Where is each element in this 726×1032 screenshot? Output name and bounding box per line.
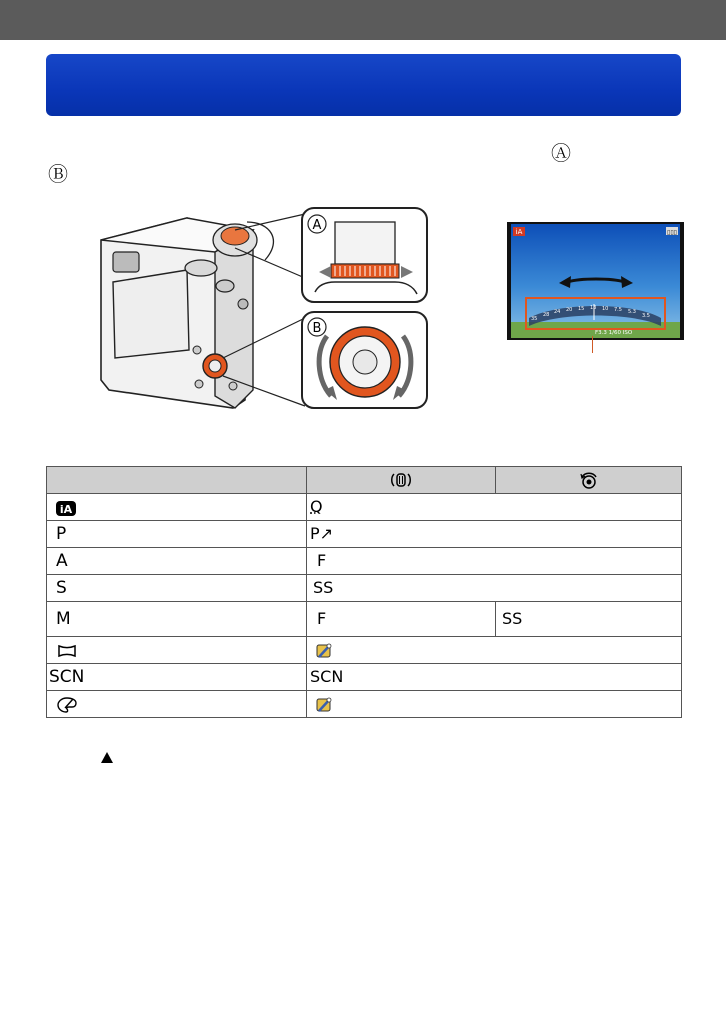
title-banner: [46, 54, 681, 116]
table-row: [47, 548, 682, 575]
mode-cell-m: [47, 602, 307, 637]
aperture-mode-icon: A: [56, 551, 68, 571]
scale-num-4: 15: [578, 306, 585, 312]
aperture-value-icon: F: [317, 609, 327, 628]
setting-cell-manual-aperture: [307, 602, 496, 637]
scale-num-9: 3.5: [642, 313, 650, 319]
callout-a-label: A: [312, 218, 322, 233]
panorama-icon: [57, 643, 77, 659]
program-shift-icon: P↗: [310, 524, 334, 543]
scale-num-3: 20: [566, 307, 573, 313]
mode-control-table: [46, 466, 682, 718]
filter-effect-icon: [315, 642, 333, 660]
up-triangle-icon: [101, 752, 113, 763]
setting-cell-program-shift: [307, 521, 682, 548]
mode-cell-p: [47, 521, 307, 548]
mode-badge: iA: [515, 228, 523, 236]
table-row: [47, 637, 682, 664]
mode-cell-s: [47, 575, 307, 602]
setting-cell-scene: [307, 664, 682, 691]
scale-num-1: 28: [543, 312, 550, 318]
mode-cell-creative: [47, 691, 307, 718]
marker-a: Ⓐ: [551, 141, 571, 165]
aperture-value-icon: F: [317, 551, 327, 570]
setting-cell-aperture: [307, 548, 682, 575]
callout-b-label: B: [312, 321, 322, 336]
scene-mode-icon: SCN: [49, 667, 85, 687]
shutter-speed-icon: SS: [313, 578, 334, 597]
header-mode-cell: [47, 467, 307, 494]
table-header-row: [47, 467, 682, 494]
setting-cell-zoom: [307, 494, 682, 521]
scale-num-0: 35: [531, 316, 538, 322]
mode-cell-a: [47, 548, 307, 575]
header-dial-cell: [496, 467, 682, 494]
shutter-mode-icon: S: [56, 578, 67, 598]
control-dial-icon: [579, 471, 599, 489]
scale-num-8: 5.3: [628, 309, 636, 315]
camera-illustration: [95, 200, 435, 412]
program-mode-icon: P: [56, 524, 67, 544]
scene-select-icon: SCN: [310, 667, 344, 686]
mode-cell-scn: [47, 664, 307, 691]
table-row: [47, 664, 682, 691]
setting-cell-panorama-filter: [307, 637, 682, 664]
ia-label: iA: [59, 502, 73, 516]
screen-preview: [507, 222, 684, 340]
control-ring-icon: [390, 472, 412, 488]
table-row: [47, 691, 682, 718]
setting-cell-shutter: [307, 575, 682, 602]
scale-num-2: 24: [554, 309, 561, 315]
scale-num-6: 10: [602, 306, 609, 312]
callout-pointer: [592, 336, 593, 353]
table-row: [47, 602, 682, 637]
marker-b: Ⓑ: [48, 162, 68, 186]
filter-effect-icon: [315, 696, 333, 714]
manual-mode-icon: M: [56, 609, 71, 629]
table-row: [47, 575, 682, 602]
top-bar: [0, 0, 726, 40]
creative-control-icon: [57, 696, 77, 714]
shutter-speed-icon: SS: [502, 609, 523, 628]
header-ring-cell: [307, 467, 496, 494]
intelligent-auto-icon: [55, 499, 77, 517]
setting-cell-manual-shutter: [496, 602, 682, 637]
scale-num-7: 7.5: [614, 307, 622, 313]
mode-cell-panorama: [47, 637, 307, 664]
screen-readout: F3.3 1/60 ISO: [595, 330, 633, 336]
table-row: [47, 494, 682, 521]
setting-cell-creative-filter: [307, 691, 682, 718]
zoom-icon: Q: [310, 497, 323, 516]
scale-num-5: 13: [590, 305, 597, 311]
corner-badge: ▯▯▯: [667, 229, 677, 236]
mode-cell-ia: [47, 494, 307, 521]
table-row: [47, 521, 682, 548]
